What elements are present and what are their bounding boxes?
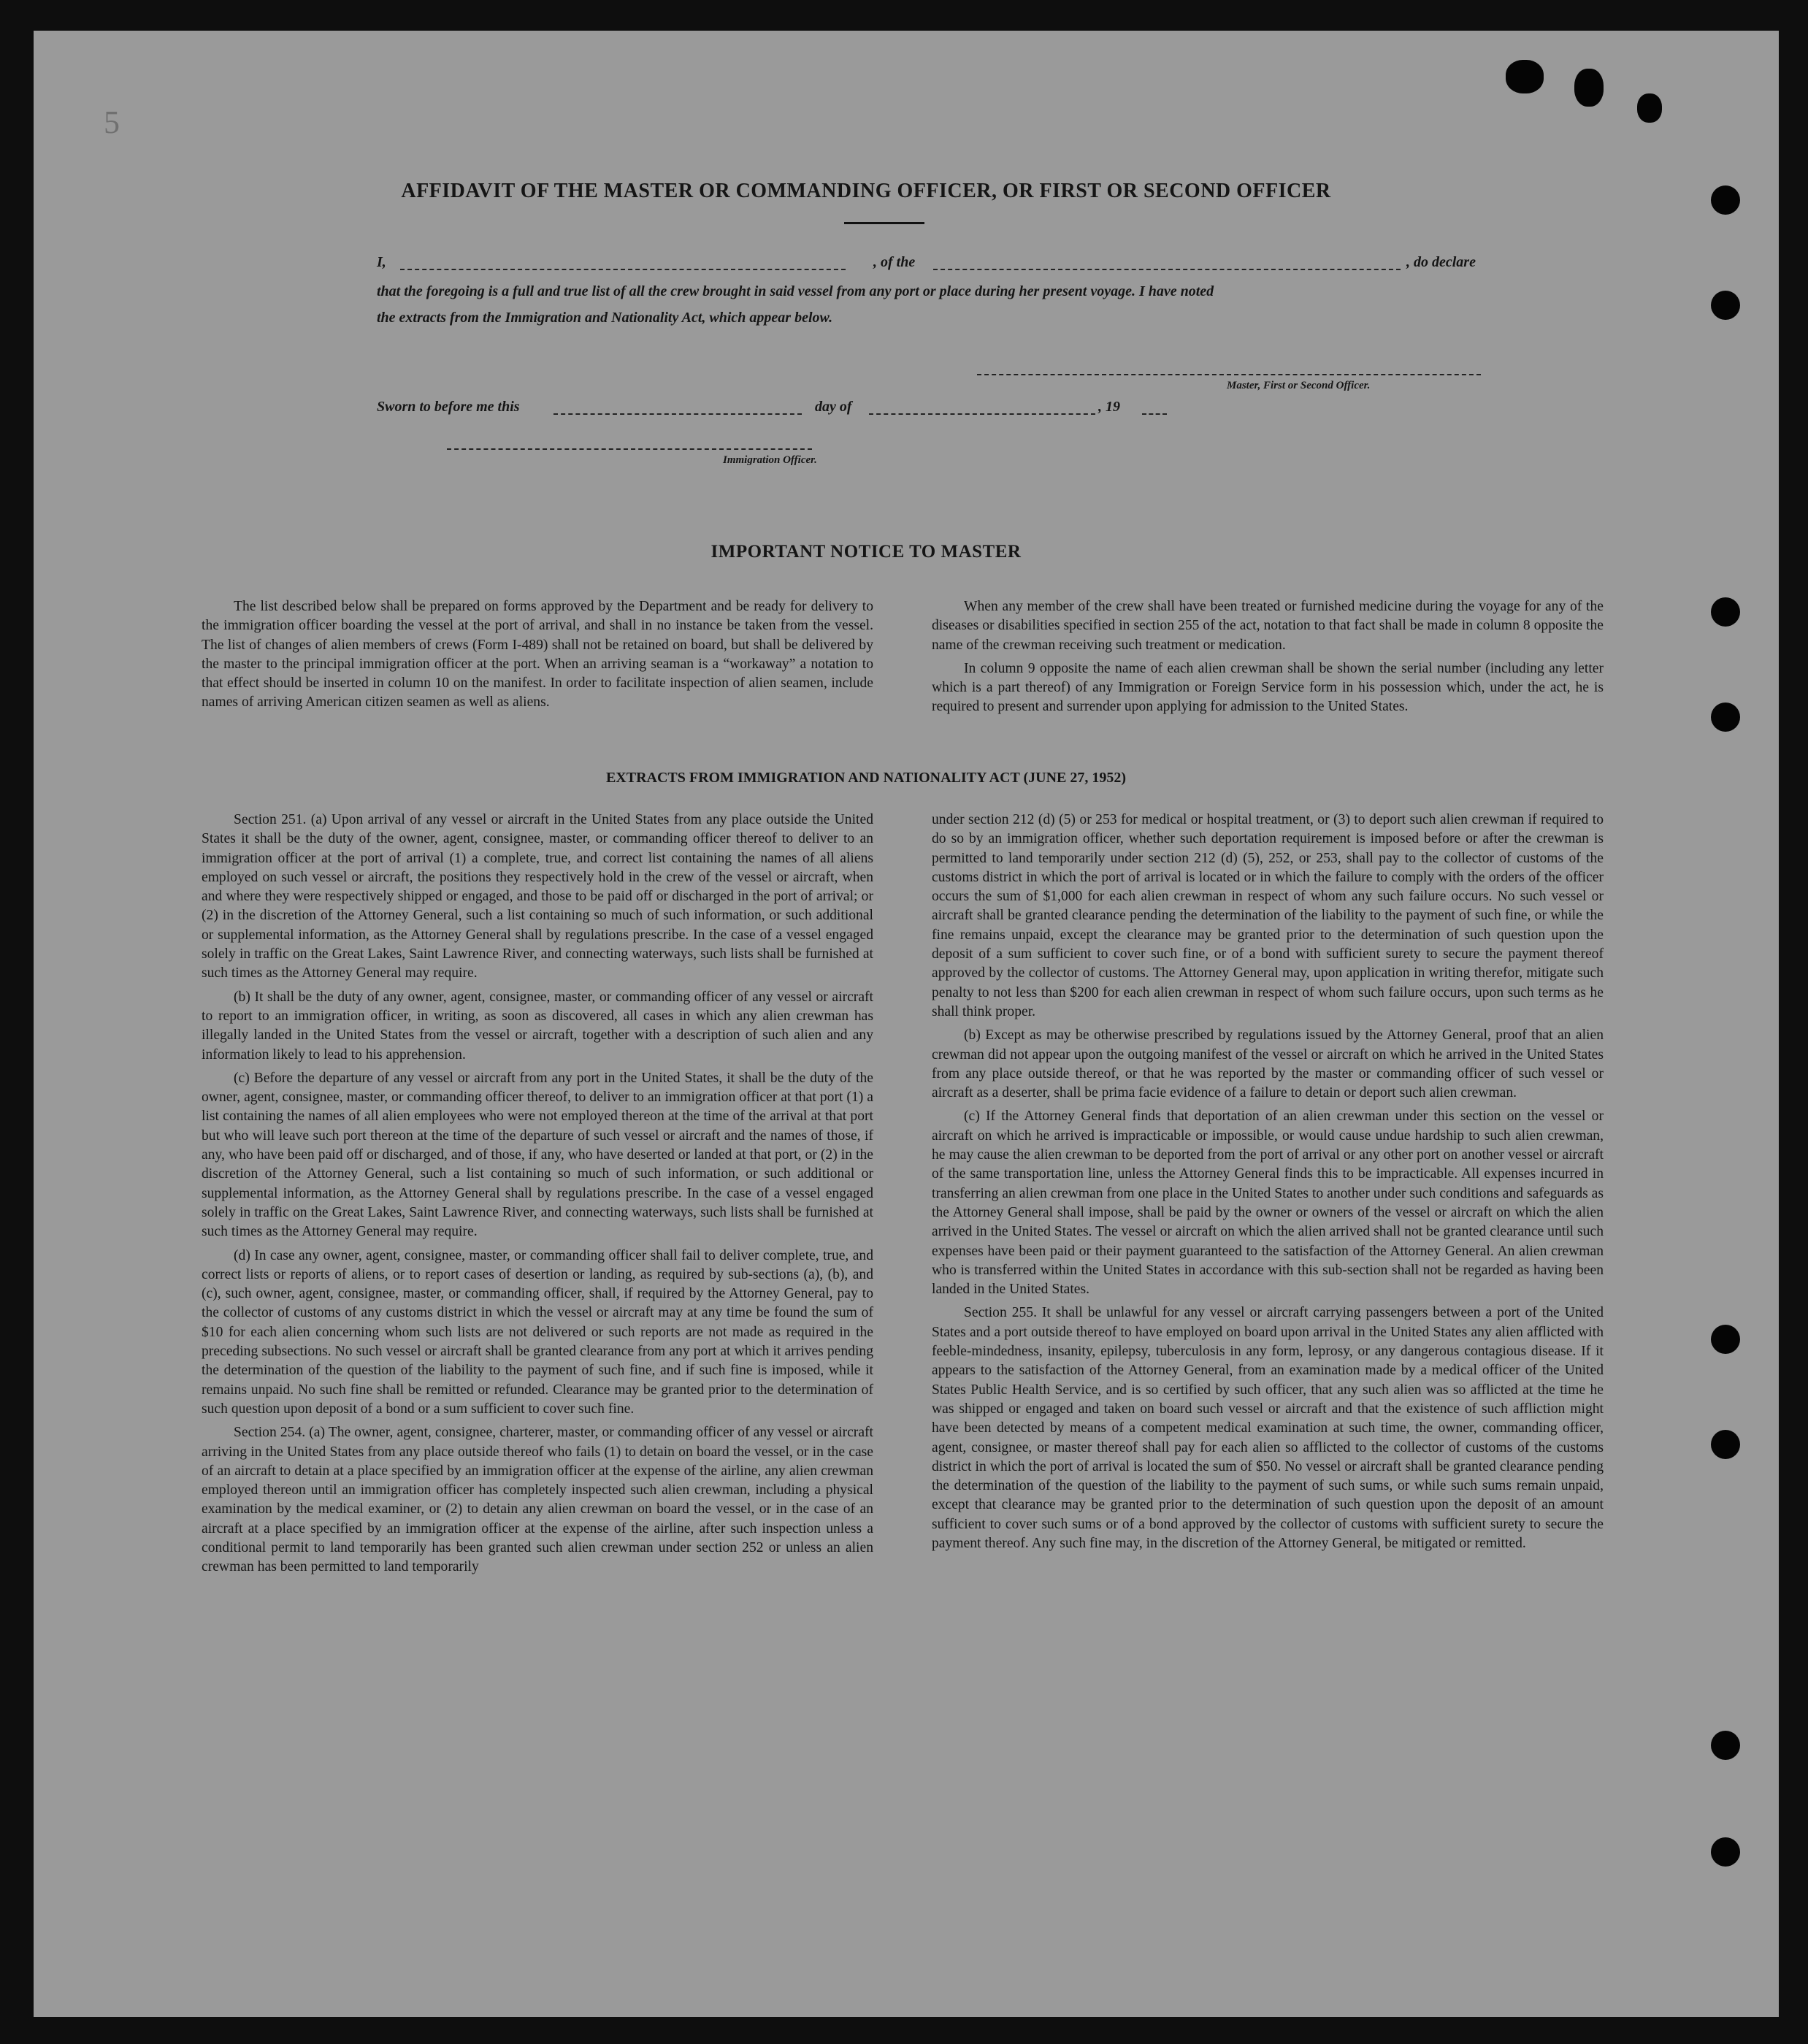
notice-paragraph: In column 9 opposite the name of each alien crewman shall be shown the serial number (including any letter which is a part thereof) of any Immigration or Foreign Service form in his possession which, under the act, he is required to present and surrender upon applying for admission to the United States. [932, 660, 1604, 715]
name-field[interactable] [400, 269, 846, 270]
declare-label: , do declare [1406, 254, 1476, 270]
title-rule [844, 222, 924, 224]
ink-blot [1506, 60, 1544, 93]
sworn-label: Sworn to before me this [377, 399, 520, 415]
ink-blot [1637, 93, 1662, 123]
master-signature-field[interactable] [977, 374, 1481, 375]
statement-line-2: the extracts from the Immigration and Nationality Act, which appear below. [377, 310, 833, 326]
act-paragraph: Section 254. (a) The owner, agent, consignee, charterer, master, or commanding officer of any vessel or aircraft arriving in the United States from any place outside thereof who fails (1) to detain on board the vessel, or in the case of an aircraft to detain at a place specified by an immigration officer at the expense of the airline, any alien crewman employed thereon until an immigration officer has completely inspected such alien crewman, including a physical examination by the medical examiner, or (2) to detain any alien crewman on board the vessel, or in the case of an aircraft at a place specified by an immigration officer at the expense of the airline, after such inspection unless a conditional permit to land temporarily has been granted such alien crewman under section 252 or unless an alien crewman has been permitted to land temporarily [202, 1425, 873, 1575]
officer-caption: Immigration Officer. [723, 454, 817, 466]
notice-title: IMPORTANT NOTICE TO MASTER [710, 542, 1022, 562]
officer-signature-field[interactable] [447, 448, 812, 450]
notice-right-column [932, 597, 1604, 721]
act-paragraph: (c) If the Attorney General finds that deportation of an alien crewman under this section on the vessel or aircraft on which he arrived is impracticable or impossible, or would cause undue hardship to such alien crewman, he may cause the alien crewman to be deported from the port of arrival or any other port on another vessel or aircraft of the same transportation line, unless the Attorney General finds this to be impracticable. All expenses incurred in transferring an alien crewman from one place in the United States to another under such conditions and safeguards as the Attorney General shall impose, shall be paid by the owner or owners of the vessel or aircraft on which the alien arrived in the United States. The vessel or aircraft on which the alien arrived shall not be granted clearance until such expenses have been paid or their payment guaranteed to the satisfaction of the Attorney General. An alien crewman who is transferred within the United States in accordance with this sub-section shall not be regarded as having been landed in the United States. [932, 1109, 1604, 1298]
punch-hole [1711, 597, 1740, 627]
statement-line-1: that the foregoing is a full and true list of all the crew brought in said vessel from any port or place during her present voyage. I have noted [377, 283, 1214, 299]
document-page [34, 31, 1779, 2017]
bleed-through-text [311, 1816, 321, 1833]
vessel-field[interactable] [933, 269, 1401, 270]
act-paragraph: (d) In case any owner, agent, consignee, master, or commanding officer shall fail to deliver complete, true, and correct lists or reports of aliens, or to report cases of desertion or landing, as required by sub-sections (a), (b), and (c), such owner, agent, consignee, master, or commanding officer, shall, if required by the Attorney General, pay to the collector of customs of any customs district in which the vessel or aircraft may at any time be found the sum of $10 for each alien concerning whom such lists are not delivered or such reports are not made as required in the preceding subsections. No such vessel or aircraft shall be granted clearance from any port at which it arrives pending the determination of the question of the liability to the payment of such fine, and if such fine is imposed, while it remains unpaid. No such fine shall be remitted or refunded. Clearance may be granted prior to the determination of such question upon deposit of a bond or a sum sufficient to cover such fine. [202, 1247, 873, 1417]
act-paragraph: under section 212 (d) (5) or 253 for medical or hospital treatment, or (3) to deport such alien crewman if required to do so by an immigration officer, whether such deportation requirement is imposed before or after the crewman is permitted to land temporarily under section 212 (d) (5), 252, or 253, shall pay to the collector of customs of the customs district in which the port of arrival is located or in which the failure to comply with the orders of the officer occurs the sum of $1,000 for each alien crewman in respect of whom any such failure occurs. No such vessel or aircraft shall be granted clearance pending the determination of the liability to the payment of such fine, or while the fine remains unpaid, except the clearance may be granted prior to the determination of such question upon the deposit of a sum sufficient to cover such fine, or of a bond with sufficient surety to secure the payment thereof approved by the collector of customs. The Attorney General may, upon application in writing therefor, mitigate such penalty to not less than $200 for each alien crewman in respect of whom such failure occurs, upon such terms as he shall think proper. [932, 812, 1604, 1019]
punch-hole [1711, 1837, 1740, 1867]
notice-left-column [202, 597, 873, 717]
year-label: , 19 [1098, 399, 1120, 415]
act-paragraph: Section 255. It shall be unlawful for any vessel or aircraft carrying passengers between a port of the United States and a port outside thereof to have employed on board upon arrival in the United States any alien afflicted with feeble-mindedness, insanity, epilepsy, tuberculosis in any form, leprosy, or any dangerous contagious disease. If it appears to the satisfaction of the Attorney General, from an examination made by a medical officer of the United States Public Health Service, and is so certified by such officer, that any such alien was so afflicted at the time he was shipped or engaged and taken on board such vessel or aircraft and that the existence of such affliction might have been detected by means of a competent medical examination at such time, the owner, commanding officer, agent, consignee, or master thereof shall pay for each alien so afflicted to the collector of customs of the customs district in which the port of arrival is located the sum of $50. No vessel or aircraft shall be granted clearance pending the determination of the question of the liability to the payment of such sums, or while such sums remain unpaid, except that clearance may be granted prior to the determination of such question upon the deposit of an amount sufficient to cover such sums or of a bond approved by the collector of customs with sufficient surety to secure the payment thereof. Any such fine may, in the discretion of the Attorney General, be mitigated or remitted. [932, 1305, 1604, 1551]
ink-blot [1574, 69, 1604, 107]
extracts-right-column [932, 811, 1604, 1558]
extracts-title: EXTRACTS FROM IMMIGRATION AND NATIONALITY ACT (JUNE 27, 1952) [605, 770, 1127, 786]
sworn-month-field[interactable] [869, 413, 1095, 415]
notice-paragraph: The list described below shall be prepared on forms approved by the Department and be ready for delivery to the immigration officer boarding the vessel at the port of arrival, and shall in no instance be taken from the vessel. The list of changes of alien members of crews (Form I-489) shall not be retained on board, but shall be delivered by the master to the principal immigration officer at the port. When an arriving seaman is a “workaway” a notation to that effect should be inserted in column 10 on the manifest. In order to facilitate inspection of alien seamen, include names of arriving American citizen seamen as well as aliens. [202, 599, 873, 711]
act-paragraph: (c) Before the departure of any vessel or aircraft from any port in the United States, it shall be the duty of the owner, agent, consignee, master, or commanding officer thereof, to deliver to an immigration officer at that port (1) a list containing the names of all alien employees who were not employed thereon at the time of the arrival at that port but who will leave such port thereon at the time of the departure of such vessel or aircraft and the names of those, if any, who have been paid off or discharged, and of those, if any, who have deserted or landed at that port, or (2) in the discretion of the Attorney General, such a list containing so much of such information, or such additional or supplemental information, as the Attorney General shall by regulations prescribe. In the case of a vessel engaged solely in traffic on the Great Lakes, Saint Lawrence River, and connecting waterways, such lists shall be furnished at such times as the Attorney General may require. [202, 1070, 873, 1240]
master-caption: Master, First or Second Officer. [1227, 380, 1371, 391]
punch-hole [1711, 1731, 1740, 1760]
i-label: I, [377, 254, 386, 270]
punch-hole [1711, 1325, 1740, 1354]
punch-hole [1711, 291, 1740, 320]
sworn-year-field[interactable] [1142, 413, 1167, 415]
extracts-left-column [202, 811, 873, 1582]
notice-paragraph: When any member of the crew shall have been treated or furnished medicine during the voyage for any of the diseases or disabilities specified in section 255 of the act, notation to that fact shall be made in column 8 opposite the name of the crewman receiving such treatment or medication. [932, 599, 1604, 653]
of-the-label: , of the [873, 254, 916, 270]
page-number: 5 [104, 104, 120, 140]
day-of-label: day of [815, 399, 852, 415]
act-paragraph: (b) It shall be the duty of any owner, agent, consignee, master, or commanding officer of any vessel or aircraft to report to an immigration officer, in writing, as soon as discovered, all cases in which any alien crewman has illegally landed in the United States from the vessel or aircraft, together with a description of such alien and any information likely to lead to his apprehension. [202, 989, 873, 1063]
punch-hole [1711, 185, 1740, 215]
sworn-day-field[interactable] [553, 413, 802, 415]
punch-hole [1711, 703, 1740, 732]
act-paragraph: (b) Except as may be otherwise prescribed by regulations issued by the Attorney General, proof that an alien crewman did not appear upon the outgoing manifest of the vessel or aircraft on which he arrived in the United States from any place outside thereof, or that he was reported by the master or commanding officer of such vessel or aircraft as a deserter, shall be prima facie evidence of a failure to detain or deport such alien crewman. [932, 1027, 1604, 1101]
act-paragraph: Section 251. (a) Upon arrival of any vessel or aircraft in the United States from any place outside the United States it shall be the duty of the owner, agent, consignee, master, or commanding officer thereof to deliver to an immigration officer at the port of arrival (1) a complete, true, and correct list containing the names of all aliens employed on such vessel or aircraft, the positions they respectively hold in the crew of the vessel or aircraft, when and where they were respectively shipped or engaged, and those to be paid off or discharged in the port of arrival; or (2) in the discretion of the Attorney General, such a list containing so much of such information, or such additional or supplemental information, as the Attorney General shall by regulations prescribe. In the case of a vessel engaged solely in traffic on the Great Lakes, Saint Lawrence River, and connecting waterways, such lists shall be furnished at such times as the Attorney General may require. [202, 812, 873, 981]
punch-hole [1711, 1430, 1740, 1459]
affidavit-title: AFFIDAVIT OF THE MASTER OR COMMANDING OFFICER, OR FIRST OR SECOND OFFICER [401, 180, 1331, 202]
